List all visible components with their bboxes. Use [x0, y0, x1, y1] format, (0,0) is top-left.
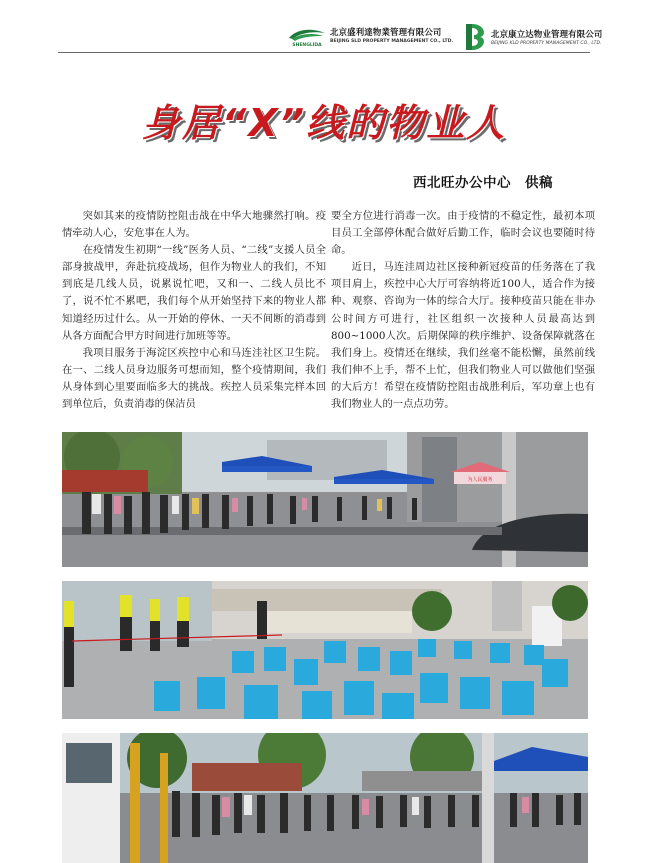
photo-outdoor-queue [62, 432, 588, 567]
photo-indoor-hall [62, 581, 588, 719]
shenglida-logo-icon [287, 26, 327, 48]
paragraph: 突如其来的疫情防控阻击战在中华大地骤然打响。疫情牵动人心，安危事在人为。 [62, 210, 326, 240]
paragraph: 我项目服务于海淀区疾控中心和马连洼社区卫生院。在一、二线人员身边服务可想而知，整个疫情期间，我们从身体到心里要面临多大的挑战。疾控人员采集完样本回到单位后，负责消毒的保洁员 [62, 346, 326, 411]
article-column-left [62, 208, 326, 413]
paragraph: 近日，马连洼周边社区接种新冠疫苗的任务落在了我项目肩上，疾控中心大厅可容纳将近100人，适合作为接种、观察、咨询为一体的综合大厅。接种疫苗只能在非办公时间方可进行，社区组织一次接种人员最高达到800~1000人次。后期保障的秩序维护、设备保障就落在我们身上。疫情还在继续，我们丝毫不能松懈，虽然前线我们伸不上手，帮不上忙，但我们物业人可以做他们坚强的大后方！希望在疫情防控阻击战胜利后，军功章上也有我们物业人的一点点功劳。 [331, 261, 595, 411]
article-byline: 西北旺办公中心 供稿 [413, 175, 553, 191]
company2-name: 北京康立达物业管理有限公司 [491, 29, 603, 39]
header-divider [58, 52, 590, 53]
article-title: 身居“X”线的物业人 [141, 101, 507, 145]
paragraph: 在疫情发生初期“一线”医务人员、“二线”支援人员全部身披战甲，奔赴抗疫战场，但作为物业人的我们，不知到底是几线人员，说累说忙吧，又和一、二线人员比不了，说不忙不累吧，我们每个从开始坚持下来的物业人都知道经历过什么。从一开始的停休、一天不间断的消毒到从各方面配合甲方时间进行加班等等。 [62, 244, 326, 342]
tent-sign-text: 为人民服务 [467, 477, 493, 483]
company2-block [491, 28, 601, 46]
article-column-right [331, 208, 595, 413]
page-header [0, 0, 648, 58]
paragraph: 要全方位进行消毒一次。由于疫情的不稳定性，最初本项目员工全部停休配合做好后勤工作，临时会议也要随时待命。 [331, 210, 595, 257]
company1-name: 北京盛利達物業管理有限公司 [330, 27, 442, 37]
company1-english: BEIJING SLD PROPERTY MANAGEMENT CO., LTD. [330, 39, 454, 44]
company1-block [330, 26, 458, 44]
kanglida-logo-icon [463, 22, 489, 52]
photo-outdoor-line [62, 733, 588, 863]
logo1-text: SHENGLIDA [292, 43, 322, 48]
company2-english: BEIJING KLD PROPERTY MANAGEMENT CO., LTD. [491, 41, 602, 46]
